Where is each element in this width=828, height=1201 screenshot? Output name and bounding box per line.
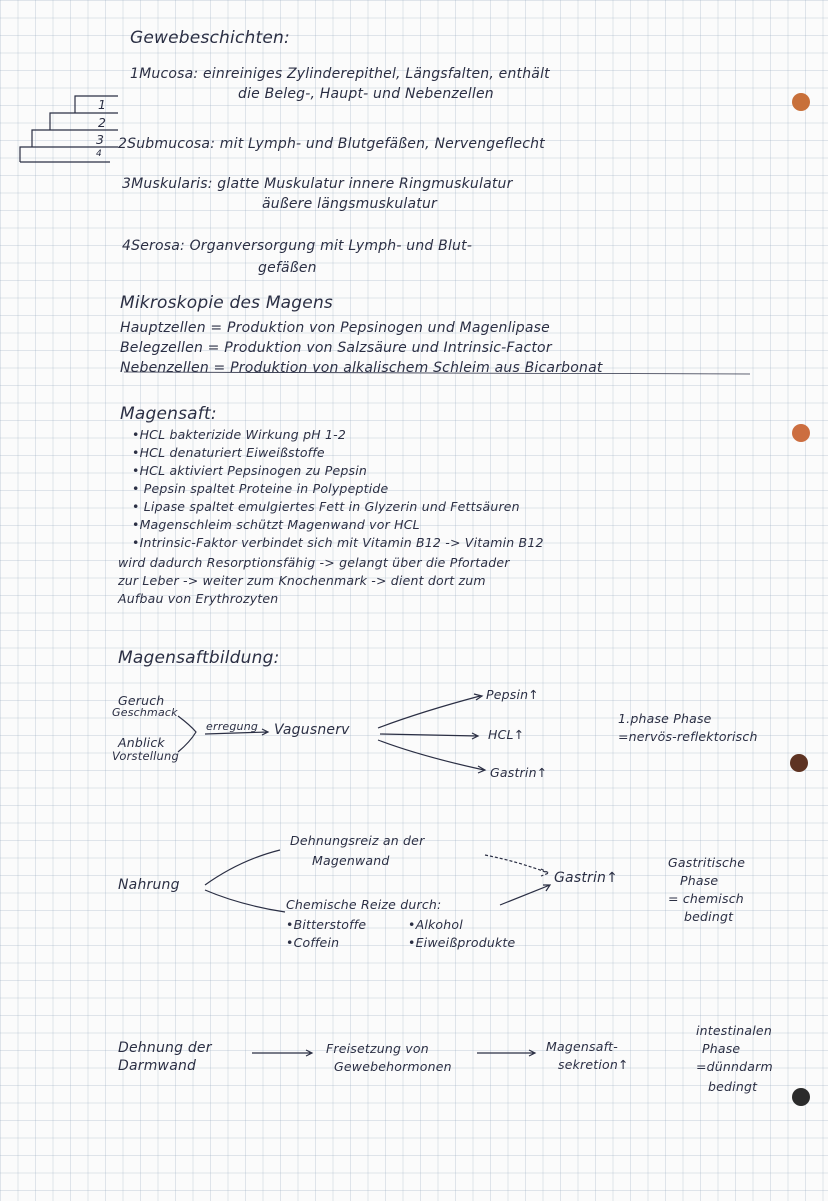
phase-3-label-1: intestinalen bbox=[696, 1023, 772, 1038]
arrow-frei-magen bbox=[477, 1050, 535, 1056]
gastrin-2-label: Gastrin↑ bbox=[554, 870, 619, 886]
magensaft-text: wird dadurch Resorptionsfähig -> gelangt über die Pfortader bbox=[118, 555, 510, 570]
magensaft-bullet: •HCL aktiviert Pepsinogen zu Pepsin bbox=[132, 463, 368, 478]
arrow-vagus-gastrin bbox=[378, 740, 485, 773]
gewebehormone-label: Gewebehormonen bbox=[334, 1059, 452, 1074]
arrow-darm-frei bbox=[252, 1050, 312, 1056]
arrow-nahrung-chem bbox=[205, 890, 285, 912]
nebenzellen-line: Nebenzellen = Produktion von alkalischem Schleim aus Bicarbonat bbox=[120, 360, 603, 376]
brace-sinne bbox=[178, 716, 196, 752]
serosa-line-1: 4Serosa: Organversorgung mit Lymph- und Blut- bbox=[122, 238, 473, 254]
hcl-label: HCL↑ bbox=[488, 727, 525, 742]
eiweissprodukte-label: •Eiweißprodukte bbox=[408, 935, 516, 950]
coffein-label: •Coffein bbox=[286, 935, 340, 950]
phase-1-desc: =nervös-reflektorisch bbox=[618, 729, 758, 744]
section-title-mikroskopie: Mikroskopie des Magens bbox=[120, 293, 333, 313]
arrow-vagus-pepsin bbox=[378, 694, 482, 728]
alkohol-label: •Alkohol bbox=[408, 917, 463, 932]
muskularis-line-2: äußere längsmuskulatur bbox=[262, 196, 437, 212]
magensaft-bullet: • Lipase spaltet emulgiertes Fett in Glyzerin und Fettsäuren bbox=[132, 499, 520, 514]
gastrin-label: Gastrin↑ bbox=[490, 765, 548, 780]
phase-1-label: 1.phase Phase bbox=[618, 711, 712, 726]
phase-2-label-1: Gastritische bbox=[668, 855, 746, 870]
magensaft-bullet: • Pepsin spaltet Proteine in Polypeptide bbox=[132, 481, 389, 496]
magensaft-bullet: •Intrinsic-Faktor verbindet sich mit Vitamin B12 -> Vitamin B12 bbox=[132, 535, 544, 550]
stair-label-3: 3 bbox=[96, 132, 105, 147]
section-title-gewebeschichten: Gewebeschichten: bbox=[130, 28, 290, 48]
arrow-chem-gastrin bbox=[500, 885, 550, 905]
magensaft-bullet: •Magenschleim schützt Magenwand vor HCL bbox=[132, 517, 420, 532]
submucosa-line: 2Submucosa: mit Lymph- und Blutgefäßen, Nervengeflecht bbox=[118, 136, 545, 152]
phase-2-label-4: bedingt bbox=[684, 909, 734, 924]
arrow-vagus-hcl bbox=[380, 733, 478, 739]
dehnungsreiz-label: Dehnungsreiz an der bbox=[290, 833, 425, 848]
chemische-reize-label: Chemische Reize durch: bbox=[286, 897, 442, 912]
stair-label-2: 2 bbox=[98, 115, 107, 130]
hauptzellen-line: Hauptzellen = Produktion von Pepsinogen und Magenlipase bbox=[120, 320, 550, 336]
belegzellen-line: Belegzellen = Produktion von Salzsäure und Intrinsic-Factor bbox=[120, 340, 552, 356]
mucosa-line-2: die Beleg-, Haupt- und Nebenzellen bbox=[238, 86, 494, 102]
magenwand-label: Magenwand bbox=[312, 853, 390, 868]
phase-2-label-2: Phase bbox=[680, 873, 719, 888]
magensaft-label: Magensaft- bbox=[546, 1039, 618, 1054]
section-title-magensaftbildung: Magensaftbildung: bbox=[118, 648, 280, 668]
magensaft-bullet: •HCL bakterizide Wirkung pH 1-2 bbox=[132, 427, 346, 442]
mucosa-line-1: 1Mucosa: einreiniges Zylinderepithel, Längsfalten, enthält bbox=[130, 66, 550, 82]
pepsin-label: Pepsin↑ bbox=[486, 687, 539, 702]
phase-3-label-2: Phase bbox=[702, 1041, 741, 1056]
dehnung-darmwand-2: Darmwand bbox=[118, 1058, 197, 1074]
stair-label-1: 1 bbox=[98, 97, 107, 112]
anblick-label: Anblick bbox=[118, 735, 165, 750]
nahrung-label: Nahrung bbox=[118, 877, 180, 893]
vorstellung-label: Vorstellung bbox=[112, 749, 179, 763]
phase-2-label-3: = chemisch bbox=[668, 891, 744, 906]
geschmack-label: Geschmack bbox=[112, 706, 178, 719]
arrow-nahrung-dehn bbox=[205, 850, 280, 885]
geruch-label: Geruch bbox=[118, 693, 165, 708]
dehnung-darmwand-1: Dehnung der bbox=[118, 1040, 212, 1056]
phase-3-label-4: bedingt bbox=[708, 1079, 758, 1094]
magensaft-text: Aufbau von Erythrozyten bbox=[118, 591, 279, 606]
serosa-line-2: gefäßen bbox=[258, 260, 317, 276]
vagusnerv-label: Vagusnerv bbox=[274, 722, 350, 738]
magensaft-text: zur Leber -> weiter zum Knochenmark -> dient dort zum bbox=[118, 573, 486, 588]
magensaft-bullet: •HCL denaturiert Eiweißstoffe bbox=[132, 445, 325, 460]
phase-3-label-3: =dünndarm bbox=[696, 1059, 773, 1074]
erregung-label: erregung bbox=[206, 720, 259, 733]
sekretion-label: sekretion↑ bbox=[558, 1057, 629, 1072]
muskularis-line-1: 3Muskularis: glatte Muskulatur innere Ringmuskulatur bbox=[122, 176, 513, 192]
stair-label-4: 4 bbox=[96, 149, 102, 159]
section-title-magensaft: Magensaft: bbox=[120, 404, 217, 424]
freisetzung-label: Freisetzung von bbox=[326, 1041, 429, 1056]
arrow-dehn-gastrin bbox=[485, 855, 549, 876]
bitterstoffe-label: •Bitterstoffe bbox=[286, 917, 367, 932]
